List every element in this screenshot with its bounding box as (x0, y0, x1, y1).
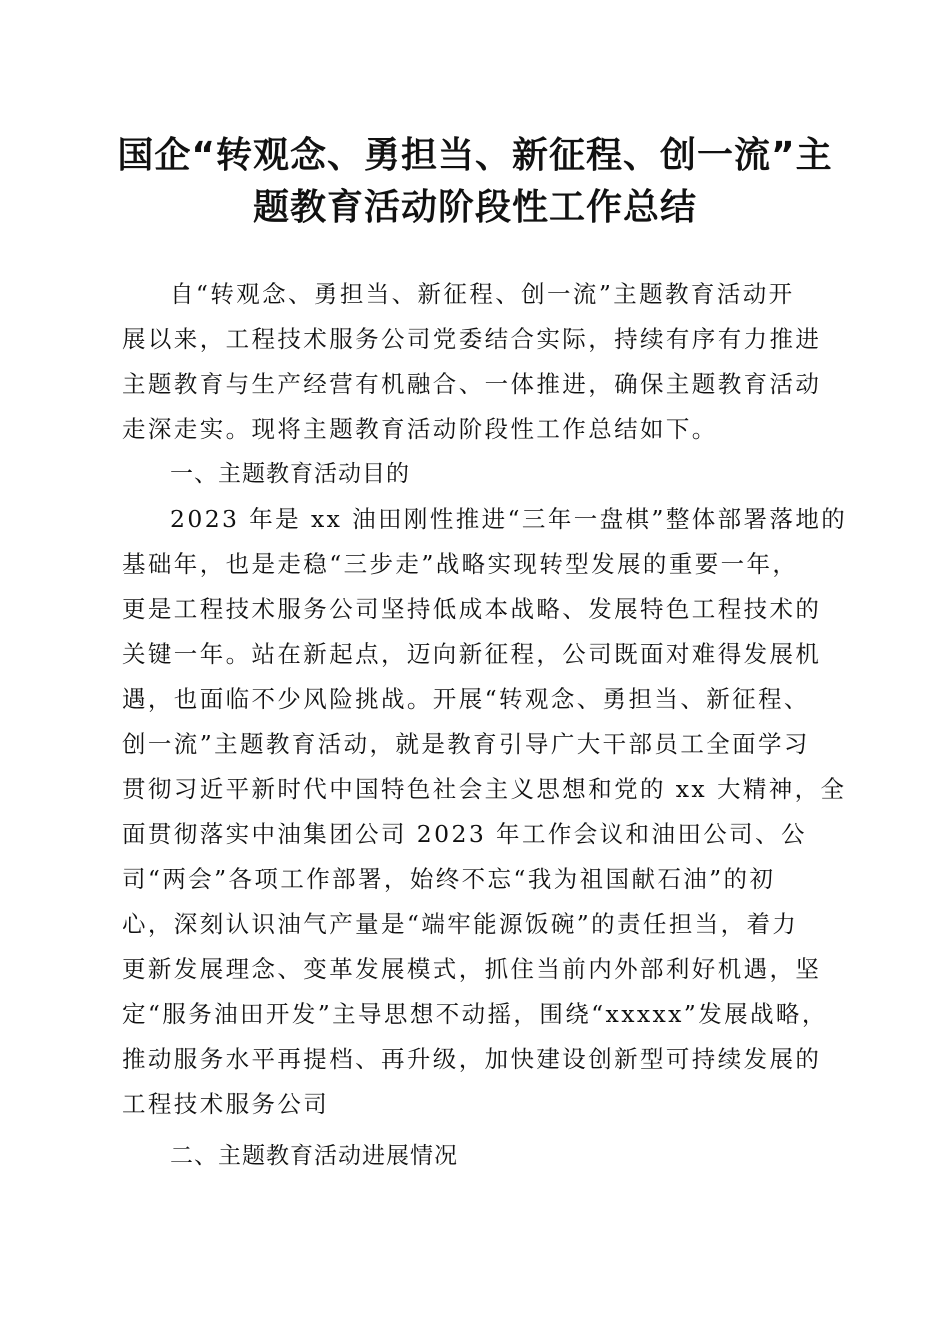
paragraph-line: 面贯彻落实中油集团公司 2023 年工作会议和油田公司、公 (122, 820, 807, 848)
section-heading-2: 二、主题教育活动进展情况 (170, 1143, 458, 1169)
page-title (100, 130, 850, 234)
paragraph-line: 心，深刻认识油气产量是“端牢能源饭碗”的责任担当，着力 (122, 910, 799, 938)
intro-paragraph (122, 272, 834, 452)
title-line-1: 国企“转观念、勇担当、新征程、创一流”主 (117, 135, 833, 176)
paragraph-line: 主题教育与生产经营有机融合、一体推进，确保主题教育活动 (122, 370, 822, 398)
paragraph-line: 更是工程技术服务公司坚持低成本战略、发展特色工程技术的 (122, 595, 822, 623)
paragraph-line: 关键一年。站在新起点，迈向新征程，公司既面对难得发展机 (122, 640, 822, 668)
paragraph-line: 定“服务油田开发”主导思想不动摇，围绕“xxxxx”发展战略， (122, 1000, 828, 1028)
paragraph-line: 展以来，工程技术服务公司党委结合实际，持续有序有力推进 (122, 325, 822, 353)
paragraph-line: 自“转观念、勇担当、新征程、创一流”主题教育活动开 (170, 280, 795, 308)
paragraph-line: 工程技术服务公司 (122, 1090, 330, 1118)
paragraph-line: 更新发展理念、变革发展模式，抓住当前内外部利好机遇，坚 (122, 955, 822, 983)
title-line-2: 题教育活动阶段性工作总结 (252, 187, 697, 228)
section-heading-1: 一、主题教育活动目的 (170, 461, 410, 487)
paragraph-line: 推动服务水平再提档、再升级，加快建设创新型可持续发展的 (122, 1045, 822, 1073)
paragraph-line: 走深走实。现将主题教育活动阶段性工作总结如下。 (122, 415, 718, 443)
paragraph-line: 基础年，也是走稳“三步走”战略实现转型发展的重要一年， (122, 550, 799, 578)
paragraph-line: 2023 年是 xx 油田刚性推进“三年一盘棋”整体部署落地的 (170, 505, 848, 533)
paragraph-line: 创一流”主题教育活动，就是教育引导广大干部员工全面学习 (122, 730, 810, 758)
section-1-paragraph (122, 497, 848, 1127)
paragraph-line: 贯彻习近平新时代中国特色社会主义思想和党的 xx 大精神，全 (122, 775, 847, 803)
paragraph-line: 司“两会”各项工作部署，始终不忘“我为祖国献石油”的初 (122, 865, 776, 893)
document-body (122, 272, 848, 1179)
paragraph-line: 遇，也面临不少风险挑战。开展“转观念、勇担当、新征程、 (122, 685, 810, 713)
